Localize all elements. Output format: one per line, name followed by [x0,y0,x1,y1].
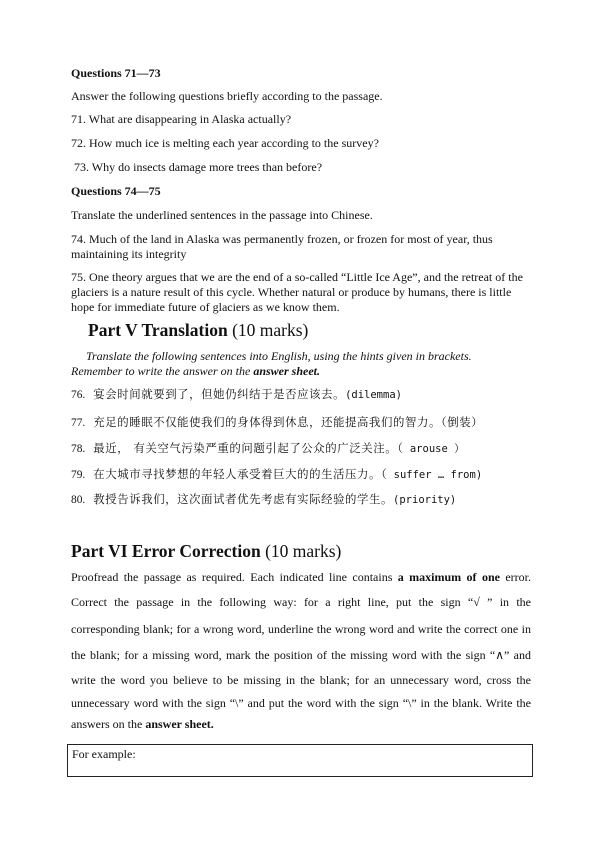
questions-71-73-instruction: Answer the following questions briefly according to the passage. [71,89,383,103]
item-text: 最近， 有关空气污染严重的问题引起了公众的广泛关注。（ [93,441,404,455]
part-vi-marks: (10 marks) [265,541,342,561]
item-text: 教授告诉我们，这次面试者优先考虑有实际经验的学生。 [93,492,394,506]
text-segment: error. [499,570,531,584]
part-vi-paragraph-line-4: the blank; for a missing word, mark the position of the missing word with the sign “∧” and [71,648,531,662]
item-number: 80. [71,494,86,506]
part-v-instruction-2-text: Remember to write the answer on the [71,364,254,378]
part-v-heading [88,320,308,341]
answer-sheet: answer sheet. [145,717,214,731]
item-hint: (dilemma) [345,389,402,401]
item-number: 76. [71,389,86,401]
item-text: 宴会时间就要到了，但她仍纠结于是否应该去。 [93,387,346,401]
questions-71-73-heading: Questions 71—73 [71,66,161,80]
part-v-title: Part V Translation [88,320,228,340]
text-segment: answers on the [71,717,146,731]
example-label: For example: [72,747,136,761]
item-hint: (priority) [393,494,457,506]
part-vi-paragraph-line-5: write the word you believe to be missing in the blank; for an unnecessary word, cross the [71,673,531,687]
part-vi-heading [71,541,341,562]
part-v-instruction-2 [71,364,320,379]
part-vi-paragraph-line-2: Correct the passage in the following way: for a right line, put the sign “√ ” in the [71,595,531,609]
question-73: 73. Why do insects damage more trees than before? [71,160,323,174]
item-hint: suffer … from) [387,469,483,481]
translation-item-79 [71,466,482,482]
part-vi-paragraph-line-6: unnecessary word with the sign “\” and put the word with the sign “\” in the blank. Write the [71,696,531,710]
question-72: 72. How much ice is melting each year according to the survey? [71,136,379,150]
part-v-answer-sheet: answer sheet. [253,364,320,378]
item-text: 在大城市寻找梦想的年轻人承受着巨大的的生活压力。（ [93,467,388,481]
question-74: 74. Much of the land in Alaska was permanently frozen, or frozen for most of year, thus maintaining its integrity [71,232,493,261]
question-71: 71. What are disappearing in Alaska actually? [71,112,292,126]
text-segment: Proofread the passage as required. Each indicated line contains [71,570,398,584]
translation-item-78 [71,440,465,456]
maximum-of-one: a maximum of one [397,570,500,584]
item-number: 79. [71,469,86,481]
part-vi-paragraph-line-3: corresponding blank; for a wrong word, underline the wrong word and write the correct one in [71,622,531,636]
item-text: 充足的睡眠不仅能使我们的身体得到休息，还能提高我们的智力。（倒装） [93,415,484,429]
part-vi-paragraph-line-1 [71,570,531,585]
item-number: 78. [71,443,86,455]
part-vi-paragraph-line-7 [71,717,214,732]
part-vi-title: Part VI Error Correction [71,541,261,561]
part-v-instruction-1: Translate the following sentences into English, using the hints given in brackets. [86,349,472,363]
item-number: 77. [71,417,86,429]
translation-item-80 [71,491,456,507]
translation-item-76 [71,386,402,402]
example-box [67,744,533,777]
item-hint: arouse ） [403,443,465,455]
question-75: 75. One theory argues that we are the end of a so-called “Little Ice Age”, and the retreat of the glaciers is a nature result of this cycle. Whether natural or produce by humans, there is little hope for immediate future of glaciers as we know them. [71,270,523,314]
questions-74-75-instruction: Translate the underlined sentences in the passage into Chinese. [71,208,373,222]
part-v-marks: (10 marks) [232,320,309,340]
translation-item-77 [71,414,483,430]
questions-74-75-heading: Questions 74—75 [71,184,161,198]
